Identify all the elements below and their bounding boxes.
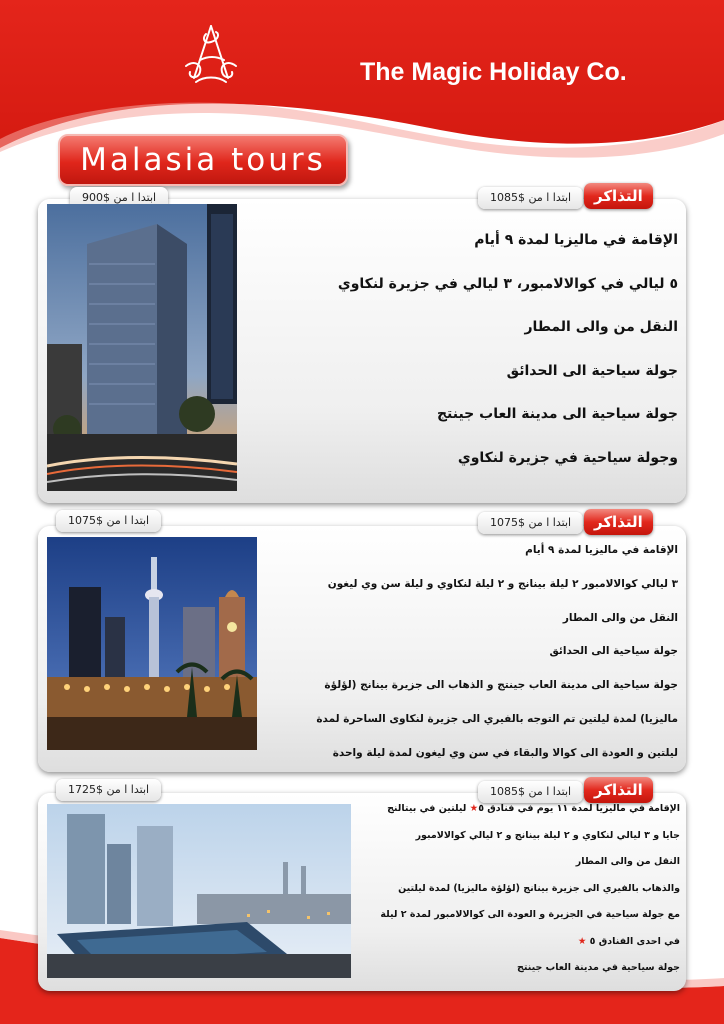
page-title-badge (58, 134, 348, 186)
price-from-tag: ابتدا ا من $900 (70, 187, 168, 209)
list-item: الإقامة في ماليزيا لمدة ٩ أيام (525, 544, 678, 556)
offer-1-details (258, 228, 678, 490)
list-item: جولة سياحية الى الحدائق (549, 645, 678, 658)
list-item: جولة سياحية الى مدينة العاب جينتج و الذهاب الى جزيرة بينانج (لؤلؤة (324, 679, 678, 692)
list-item: النقل من والى المطار (575, 856, 680, 867)
list-item: جايا و ٣ ليالي لنكاوي و ٢ ليلة بينانج و ٢ ليالي كوالالامبور (415, 829, 680, 841)
list-item: والذهاب بالفيري الى جزيرة بينانج (لؤلؤة ماليزيا) لمدة ليلتين (398, 882, 680, 894)
tickets-label: التذاكر (584, 509, 653, 535)
tickets-label: التذاكر (584, 183, 653, 209)
price-from-tag: ابتدا ا من $1075 (56, 510, 161, 532)
list-item: جولة سياحية في مدينة العاب جينتج (517, 962, 680, 973)
offer-2-details (258, 541, 678, 778)
list-item: ٥ ليالي في كوالالامبور، ٣ ليالي في جزيرة لنكاوي (337, 275, 678, 292)
page-title: Malasia tours (80, 142, 326, 178)
tickets-price-tag: ابتدا ا من $1085 (478, 781, 583, 803)
kuala-lumpur-night-photo (47, 537, 257, 750)
city-skyline-photo (47, 804, 351, 978)
list-item: النقل من والى المطار (562, 611, 678, 624)
list-item: مع جولة سياحية في الجزيرة و العودة الى كوالالامبور لمدة ٢ ليلة (380, 909, 680, 920)
price-from-tag: ابتدا ا من $1725 (56, 779, 161, 801)
list-item: ليلتين و العودة الى كوالا والبقاء في سن وي ليغون لمدة ليلة واحدة (332, 746, 678, 759)
magic-logo-icon (176, 20, 246, 90)
star-icon: ★ (577, 935, 587, 947)
tickets-label: التذاكر (584, 777, 653, 803)
company-name: The Magic Holiday Co. (360, 58, 627, 86)
list-item: وجولة سياحية في جزيرة لنكاوي (457, 449, 678, 466)
tickets-price-tag: ابتدا ا من $1075 (478, 512, 583, 534)
list-item: جولة سياحية الى مدينة العاب جينتج (436, 406, 678, 423)
list-item: جولة سياحية الى الحدائق (506, 362, 678, 379)
list-item: في احدى الفنادق ٥ ★ (577, 935, 680, 947)
list-item: ٣ ليالي كوالالامبور ٢ ليلة بينانج و ٢ ليلة لنكاوي و ليلة سن وي ليغون (327, 577, 678, 590)
list-item: ماليزيا) لمدة ليلتين تم التوجه بالفيري الى جزيرة لنكاوى الساحرة لمدة (316, 712, 678, 725)
hotel-tower-photo (47, 204, 237, 491)
tickets-price-tag: ابتدا ا من $1085 (478, 187, 583, 209)
list-item: الإقامة في ماليزيا لمدة ٩ أيام (474, 232, 678, 248)
list-item: الإقامة في ماليزيا لمدة ١١ يوم في فنادق ٥★ ليلتين في بيتالنج (387, 803, 680, 814)
list-item: النقل من والى المطار (524, 319, 678, 336)
offer-3-details (350, 801, 680, 987)
star-icon: ★ (469, 803, 479, 814)
